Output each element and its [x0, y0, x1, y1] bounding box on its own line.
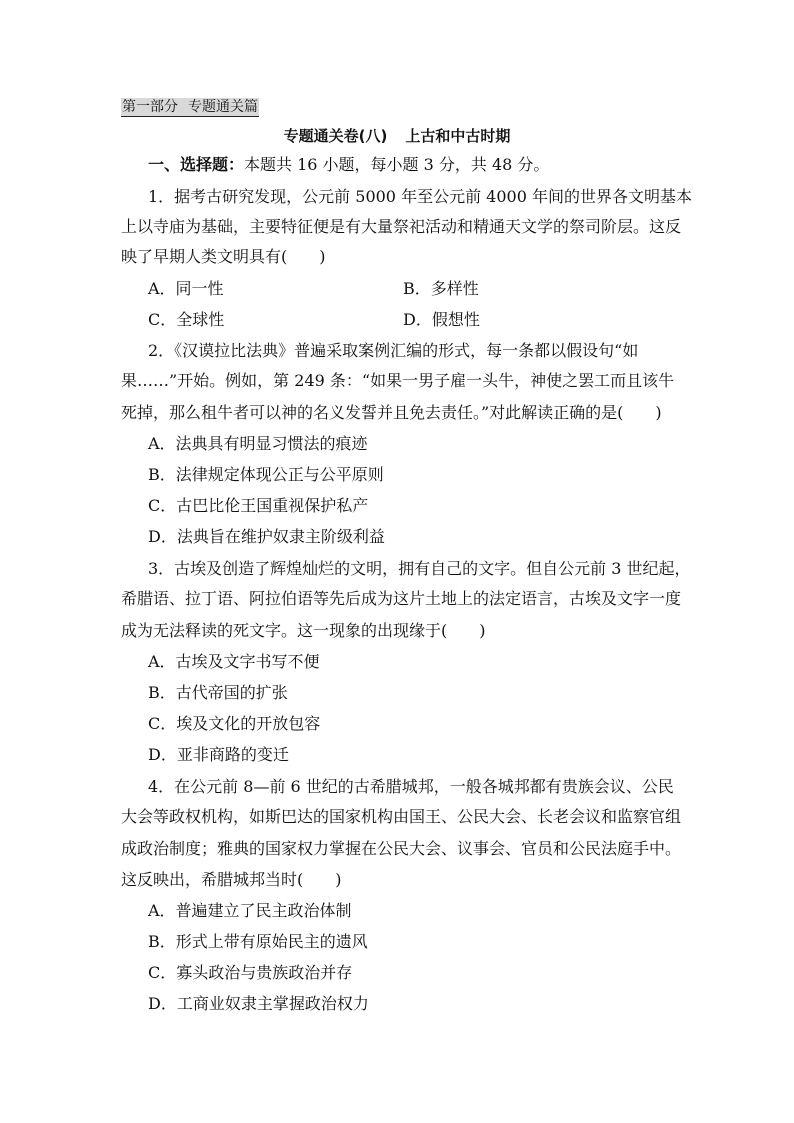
question-1-line-3: 映了早期人类文明具有( ): [121, 247, 326, 266]
question-1-option-a: A．同一性: [148, 279, 224, 298]
question-2-line-3: 死掉，那么租牛者可以神的名义发誓并且免去责任。”对此解读正确的是( ): [121, 403, 662, 422]
question-2-option-c: C．古巴比伦王国重视保护私产: [148, 496, 369, 515]
question-1-option-c: C．全球性: [148, 310, 225, 329]
page-title: [0, 126, 794, 146]
question-2-line-1: 2．《汉谟拉比法典》普遍采取案例汇编的形式，每一条都以假设句“如: [148, 341, 639, 360]
question-4-option-a: A．普遍建立了民主政治体制: [148, 901, 352, 920]
instructions-label: 一、选择题：: [148, 155, 245, 174]
question-4-line-2: 大会等政权机构，如斯巴达的国家机构由国王、公民大会、长老会议和监察官组: [121, 807, 682, 826]
question-4-option-d: D．工商业奴隶主掌握政治权力: [148, 994, 369, 1013]
question-2-option-d: D．法典旨在维护奴隶主阶级利益: [148, 527, 385, 546]
section-header-tag: [121, 98, 259, 117]
question-3-option-a: A．古埃及文字书写不便: [148, 652, 320, 671]
question-4-line-1: 4．在公元前 8—前 6 世纪的古希腊城邦，一般各城邦都有贵族会议、公民: [148, 777, 674, 796]
instructions: [148, 154, 549, 176]
question-2-option-a: A．法典具有明显习惯法的痕迹: [148, 434, 368, 453]
title-main: 专题通关卷(八): [283, 127, 388, 145]
question-1-line-2: 上以寺庙为基础，主要特征便是有大量祭祀活动和精通天文学的祭司阶层。这反: [121, 217, 682, 236]
header-section: 专题通关篇: [188, 99, 258, 115]
question-3-line-2: 希腊语、拉丁语、阿拉伯语等先后成为这片土地上的法定语言，古埃及文字一度: [121, 589, 682, 608]
header-part: 第一部分: [122, 99, 178, 115]
question-2-line-2: 果……”开始。例如，第 249 条：“如果一男子雇一头牛，神使之罢工而且该牛: [121, 371, 675, 390]
question-4-option-c: C．寡头政治与贵族政治并存: [148, 963, 353, 982]
question-3-option-c: C．埃及文化的开放包容: [148, 714, 321, 733]
question-3-line-3: 成为无法释读的死文字。这一现象的出现缘于( ): [121, 621, 486, 640]
title-sub: 上古和中古时期: [405, 127, 511, 145]
instructions-text: 本题共 16 小题，每小题 3 分，共 48 分。: [244, 155, 550, 174]
question-4-option-b: B．形式上带有原始民主的遗风: [148, 932, 368, 951]
question-1-option-d: D．假想性: [403, 310, 480, 329]
question-4-line-3: 成政治制度；雅典的国家权力掌握在公民大会、议事会、官员和公民法庭手中。: [121, 839, 682, 858]
question-4-line-4: 这反映出，希腊城邦当时( ): [121, 870, 342, 889]
question-1-option-b: B．多样性: [403, 279, 479, 298]
question-3-line-1: 3．古埃及创造了辉煌灿烂的文明，拥有自己的文字。但自公元前 3 世纪起，: [148, 559, 691, 578]
question-2-option-b: B．法律规定体现公正与公平原则: [148, 465, 384, 484]
question-3-option-b: B．古代帝国的扩张: [148, 683, 288, 702]
question-3-option-d: D．亚非商路的变迁: [148, 745, 289, 764]
question-1-line-1: 1．据考古研究发现，公元前 5000 年至公元前 4000 年间的世界各文明基本: [148, 187, 692, 206]
